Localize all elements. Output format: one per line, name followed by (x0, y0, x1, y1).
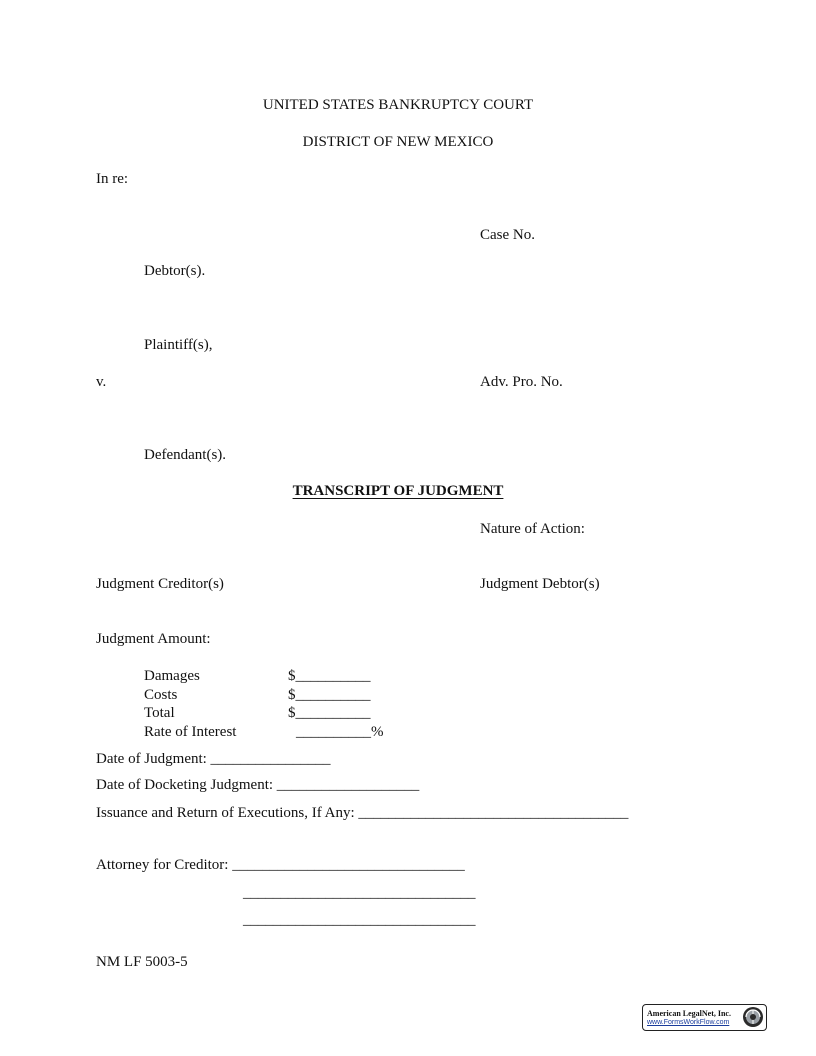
case-number-label: Case No. (480, 227, 535, 243)
attorney-line-1[interactable]: Attorney for Creditor: _______________________________ (96, 857, 465, 873)
debtors-label: Debtor(s). (144, 263, 206, 279)
date-of-docketing-field[interactable]: Date of Docketing Judgment: ___________________ (96, 777, 420, 793)
document-title: TRANSCRIPT OF JUDGMENT (292, 483, 504, 499)
judgment-debtors-label: Judgment Debtor(s) (480, 576, 600, 592)
nature-of-action-label: Nature of Action: (480, 521, 585, 537)
judgment-creditors-label: Judgment Creditor(s) (96, 576, 224, 592)
court-name: UNITED STATES BANKRUPTCY COURT (262, 97, 534, 113)
plaintiffs-label: Plaintiff(s), (144, 337, 213, 353)
attorney-line-3[interactable]: _______________________________ (243, 912, 476, 928)
rate-of-interest-label: Rate of Interest (144, 724, 237, 740)
total-field[interactable]: $__________ (288, 705, 371, 721)
judgment-amount-label: Judgment Amount: (96, 631, 211, 647)
defendants-label: Defendant(s). (144, 447, 227, 463)
rate-of-interest-field[interactable]: __________% (296, 724, 384, 740)
versus-label: v. (96, 374, 107, 390)
form-id: NM LF 5003-5 (96, 954, 188, 970)
executions-field[interactable]: Issuance and Return of Executions, If Any: ____________________________________ (96, 805, 629, 821)
district-name: DISTRICT OF NEW MEXICO (302, 134, 494, 150)
logo-url[interactable]: www.FormsWorkFlow.com (647, 1019, 730, 1026)
costs-field[interactable]: $__________ (288, 687, 371, 703)
total-label: Total (144, 705, 175, 721)
costs-label: Costs (144, 687, 178, 703)
in-re-label: In re: (96, 171, 129, 187)
globe-icon (742, 1006, 764, 1028)
attorney-line-2[interactable]: _______________________________ (243, 885, 476, 901)
date-of-judgment-field[interactable]: Date of Judgment: ________________ (96, 751, 331, 767)
footer-logo[interactable] (642, 1004, 767, 1031)
adversary-proceeding-number-label: Adv. Pro. No. (480, 374, 563, 390)
damages-label: Damages (144, 668, 200, 684)
logo-company-name: American LegalNet, Inc. (647, 1009, 731, 1018)
damages-field[interactable]: $__________ (288, 668, 371, 684)
